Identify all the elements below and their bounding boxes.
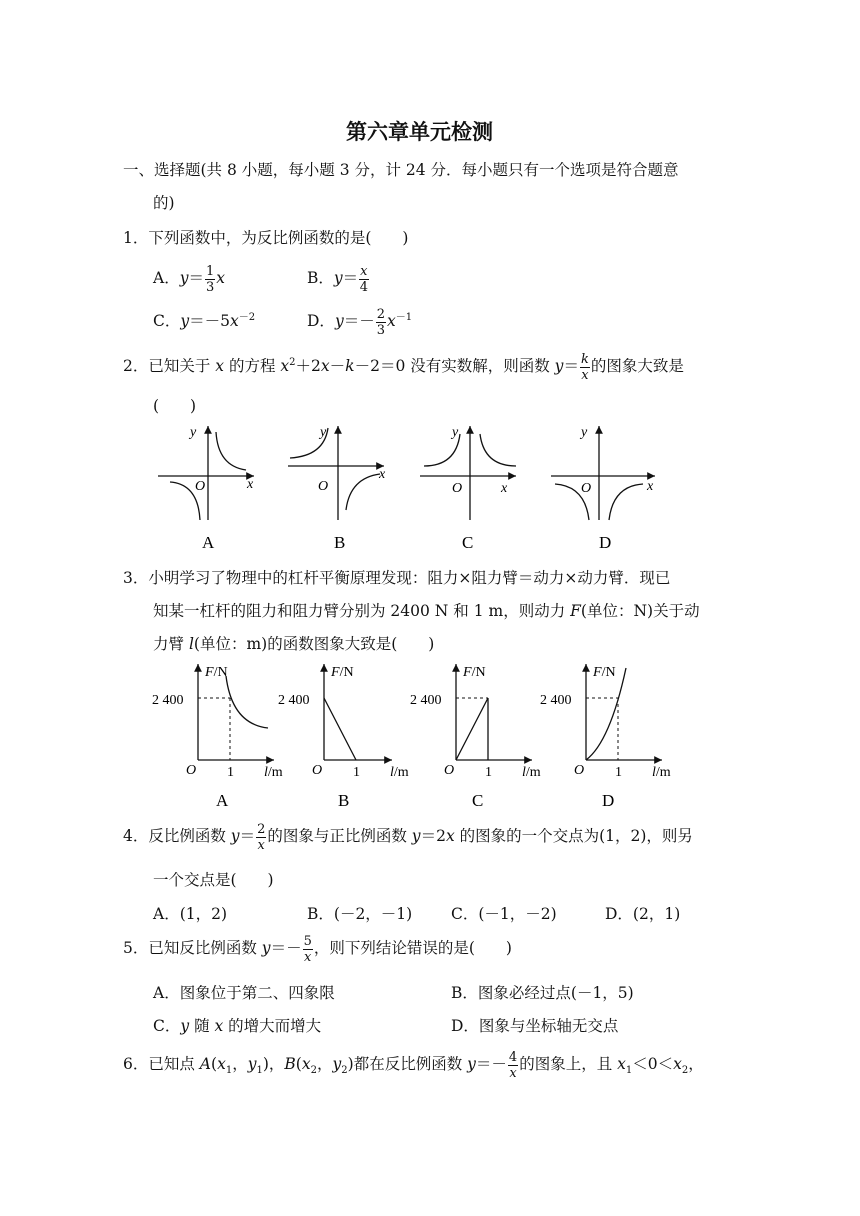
origin-label: O <box>581 481 592 496</box>
question-2-graph-b <box>280 420 400 555</box>
question-6-stem: 6．已知点 $A(x_1$，$y_1$)，$B(x_2$，$y_2$)都在反比例函数 y＝－ $\frac{4}{x}$ 的图象上，且 $x_1<0<x_2$， <box>123 1049 704 1081</box>
question-4-option-d: D．(2，1) <box>605 905 681 923</box>
origin-label: O <box>318 479 329 494</box>
question-4-line2: 一个交点是( ) <box>153 871 274 889</box>
question-4-stem: 4．反比例函数 y＝ $\frac{2}{x}$ 的图象与正比例函数 y＝2x 的图象的一个交点为(1，2)，则另 <box>123 821 693 853</box>
origin-label: O <box>312 763 323 778</box>
y-axis-label: y <box>320 425 327 440</box>
graph-label: B <box>338 791 350 810</box>
y-axis-label: F/N <box>205 665 228 680</box>
x-axis-label: x <box>501 481 508 496</box>
question-3-line3: 力臂 l(单位：m)的函数图象大致是( ) <box>153 635 435 653</box>
y-axis-label: F/N <box>331 665 354 680</box>
section-heading-line2: 的) <box>153 194 175 212</box>
x-axis-label: l/m <box>390 765 409 780</box>
y-axis-label: y <box>190 425 197 440</box>
question-1-stem: 1．下列函数中，为反比例函数的是( ) <box>123 229 409 247</box>
graph-label: A <box>216 791 229 810</box>
x-axis-label: l/m <box>652 765 671 780</box>
question-1-option-b: B．y＝ $\frac{x}{4}$ <box>307 263 368 295</box>
y-tick-label: 2 400 <box>540 693 572 708</box>
section-heading-line1: 一、选择题(共 8 小题，每小题 3 分，计 24 分．每小题只有一个选项是符合题意 <box>123 161 679 179</box>
x-axis-label: l/m <box>522 765 541 780</box>
x-tick-label: 1 <box>227 765 234 780</box>
question-4-option-a: A．(1，2) <box>153 905 228 923</box>
question-4-option-c: C．(－1，－2) <box>451 905 557 923</box>
question-5-option-a: A．图象位于第二、四象限 <box>153 984 335 1002</box>
graph-label: A <box>202 533 215 552</box>
y-tick-label: 2 400 <box>152 693 184 708</box>
y-axis-label: y <box>581 425 588 440</box>
question-3-graph-b <box>274 660 414 812</box>
y-axis-label: y <box>452 425 459 440</box>
question-3-line2: 知某一杠杆的阻力和阻力臂分别为 2400 N 和 1 m，则动力 F(单位：N)关于动 <box>153 602 700 620</box>
graph-label: D <box>599 533 612 552</box>
question-5-option-d: D．图象与坐标轴无交点 <box>451 1017 619 1035</box>
x-axis-label: x <box>379 467 386 482</box>
y-tick-label: 2 400 <box>410 693 442 708</box>
x-tick-label: 1 <box>353 765 360 780</box>
question-1-option-d: D．y＝－ $\frac{2}{3}$ $x^{-1}$ <box>307 306 413 338</box>
page-title: 第六章单元检测 <box>346 120 493 144</box>
question-3-line1: 3．小明学习了物理中的杠杆平衡原理发现：阻力×阻力臂＝动力×动力臂．现已 <box>123 569 671 587</box>
question-2-paren: ( ) <box>153 397 197 415</box>
question-2-stem: 2．已知关于 x 的方程 $x^2+2x-k-2=0$ 没有实数解，则函数 y＝ $\frac{k}{x}$ 的图象大致是 <box>123 351 684 383</box>
question-3-graph-c <box>406 660 546 812</box>
y-axis-label: F/N <box>463 665 486 680</box>
origin-label: O <box>574 763 585 778</box>
graph-label: B <box>334 533 346 552</box>
question-2-graph-a <box>150 420 270 555</box>
origin-label: O <box>195 479 206 494</box>
question-2-graph-c <box>412 420 532 555</box>
question-1-option-a: A．y＝ $\frac{1}{3}$ x <box>153 263 226 295</box>
x-axis-label: l/m <box>264 765 283 780</box>
graph-label: D <box>602 791 615 810</box>
origin-label: O <box>444 763 455 778</box>
question-5-option-c: C．y 随 x 的增大而增大 <box>153 1017 322 1035</box>
x-tick-label: 1 <box>615 765 622 780</box>
origin-label: O <box>186 763 197 778</box>
x-axis-label: x <box>647 479 654 494</box>
graph-label: C <box>462 533 474 552</box>
question-5-option-b: B．图象必经过点(－1，5) <box>451 984 634 1002</box>
x-tick-label: 1 <box>485 765 492 780</box>
y-axis-label: F/N <box>593 665 616 680</box>
question-5-stem: 5．已知反比例函数 y＝－ $\frac{5}{x}$ ，则下列结论错误的是( ) <box>123 933 512 965</box>
question-2-graph-d <box>543 420 668 555</box>
question-3-graph-d <box>536 660 676 812</box>
x-axis-label: x <box>247 477 254 492</box>
question-3-graph-a <box>148 660 288 812</box>
question-1-option-c: C．$y=-5x^{-2}$ <box>153 312 256 331</box>
origin-label: O <box>452 481 463 496</box>
question-4-option-b: B．(－2，－1) <box>307 905 413 923</box>
y-tick-label: 2 400 <box>278 693 310 708</box>
graph-label: C <box>472 791 484 810</box>
